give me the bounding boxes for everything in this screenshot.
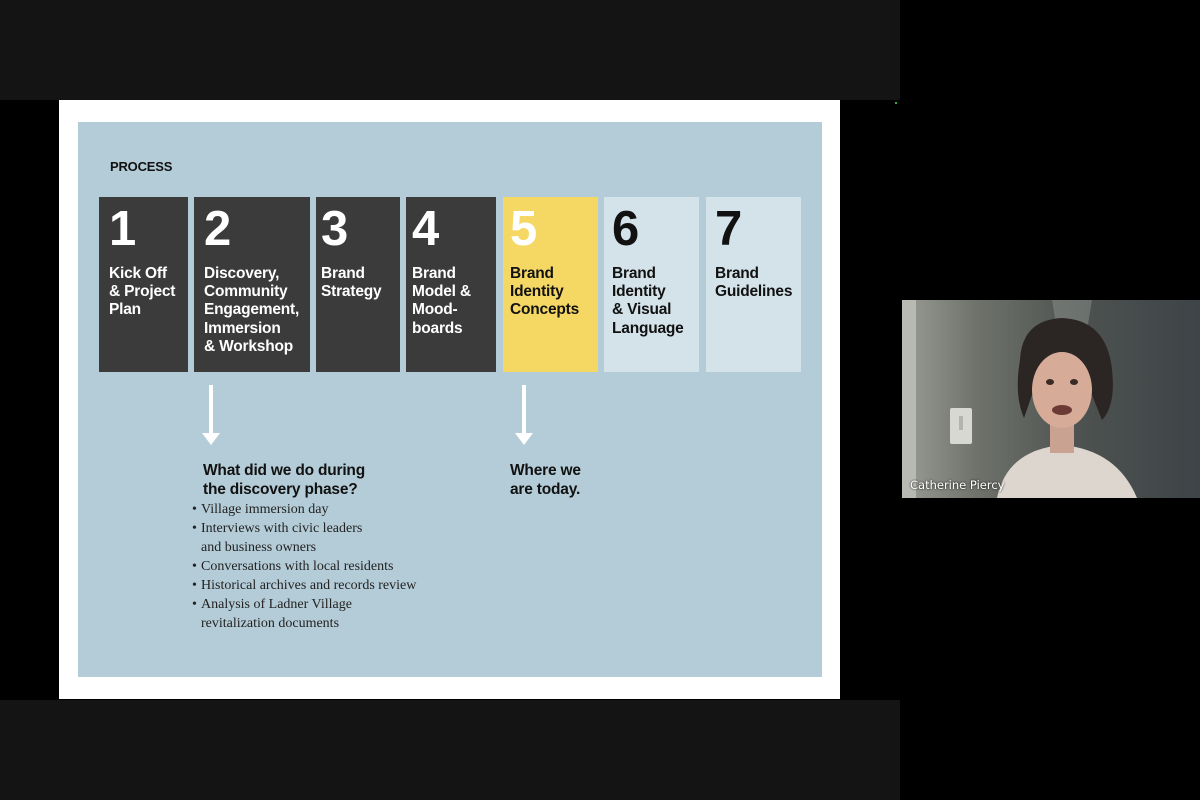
list-item: • Interviews with civic leaders and business owners bbox=[192, 521, 363, 555]
step-number: 3 bbox=[321, 202, 349, 256]
step-label: Brand Guidelines bbox=[715, 265, 793, 301]
step-number: 4 bbox=[412, 202, 440, 256]
list-item-text: Interviews with civic leaders and business owners bbox=[201, 521, 363, 555]
step-label: Brand Identity Concepts bbox=[510, 265, 580, 319]
list-item: • Conversations with local residents bbox=[192, 559, 394, 574]
step-number: 5 bbox=[510, 202, 538, 256]
process-step-2 bbox=[194, 197, 310, 372]
participant-name-label: Catherine Piercy bbox=[910, 478, 1005, 492]
discovery-question: What did we do during the discovery phase? bbox=[203, 462, 365, 498]
process-step-5 bbox=[503, 197, 598, 372]
process-step-6 bbox=[604, 197, 699, 372]
list-item-text: Historical archives and records review bbox=[201, 578, 417, 593]
step-number: 1 bbox=[109, 202, 137, 256]
list-item-text: Village immersion day bbox=[201, 502, 329, 517]
process-step-1 bbox=[99, 197, 188, 372]
down-arrow-icon bbox=[518, 385, 530, 447]
down-arrow-icon bbox=[205, 385, 217, 447]
list-item: • Historical archives and records review bbox=[192, 578, 417, 593]
participant-video-feed bbox=[902, 300, 1200, 498]
slide-title: PROCESS bbox=[110, 159, 173, 174]
step-label: Brand Model & Mood- boards bbox=[412, 265, 471, 337]
step-label: Brand Identity & Visual Language bbox=[612, 265, 684, 337]
list-item: • Analysis of Ladner Village revitalization documents bbox=[192, 597, 352, 631]
step-label: Discovery, Community Engagement, Immersion & Workshop bbox=[204, 265, 300, 355]
process-step-3 bbox=[316, 197, 400, 372]
step-number: 2 bbox=[204, 202, 232, 256]
step-number: 7 bbox=[715, 202, 743, 256]
list-item-text: Conversations with local residents bbox=[201, 559, 394, 574]
list-item-text: Analysis of Ladner Village revitalization documents bbox=[201, 597, 352, 631]
step-label: Brand Strategy bbox=[321, 265, 382, 301]
discovery-list bbox=[192, 500, 416, 633]
top-letterbox-bar bbox=[0, 0, 900, 100]
status-dot bbox=[895, 102, 897, 104]
participant-video-tile[interactable] bbox=[902, 300, 1200, 498]
step-number: 6 bbox=[612, 202, 640, 256]
process-step-4 bbox=[406, 197, 496, 372]
bottom-letterbox-bar bbox=[0, 700, 900, 800]
step-label: Kick Off & Project Plan bbox=[109, 265, 176, 319]
current-status-text: Where we are today. bbox=[510, 462, 581, 498]
process-step-7 bbox=[706, 197, 801, 372]
list-item: • Village immersion day bbox=[192, 502, 329, 517]
